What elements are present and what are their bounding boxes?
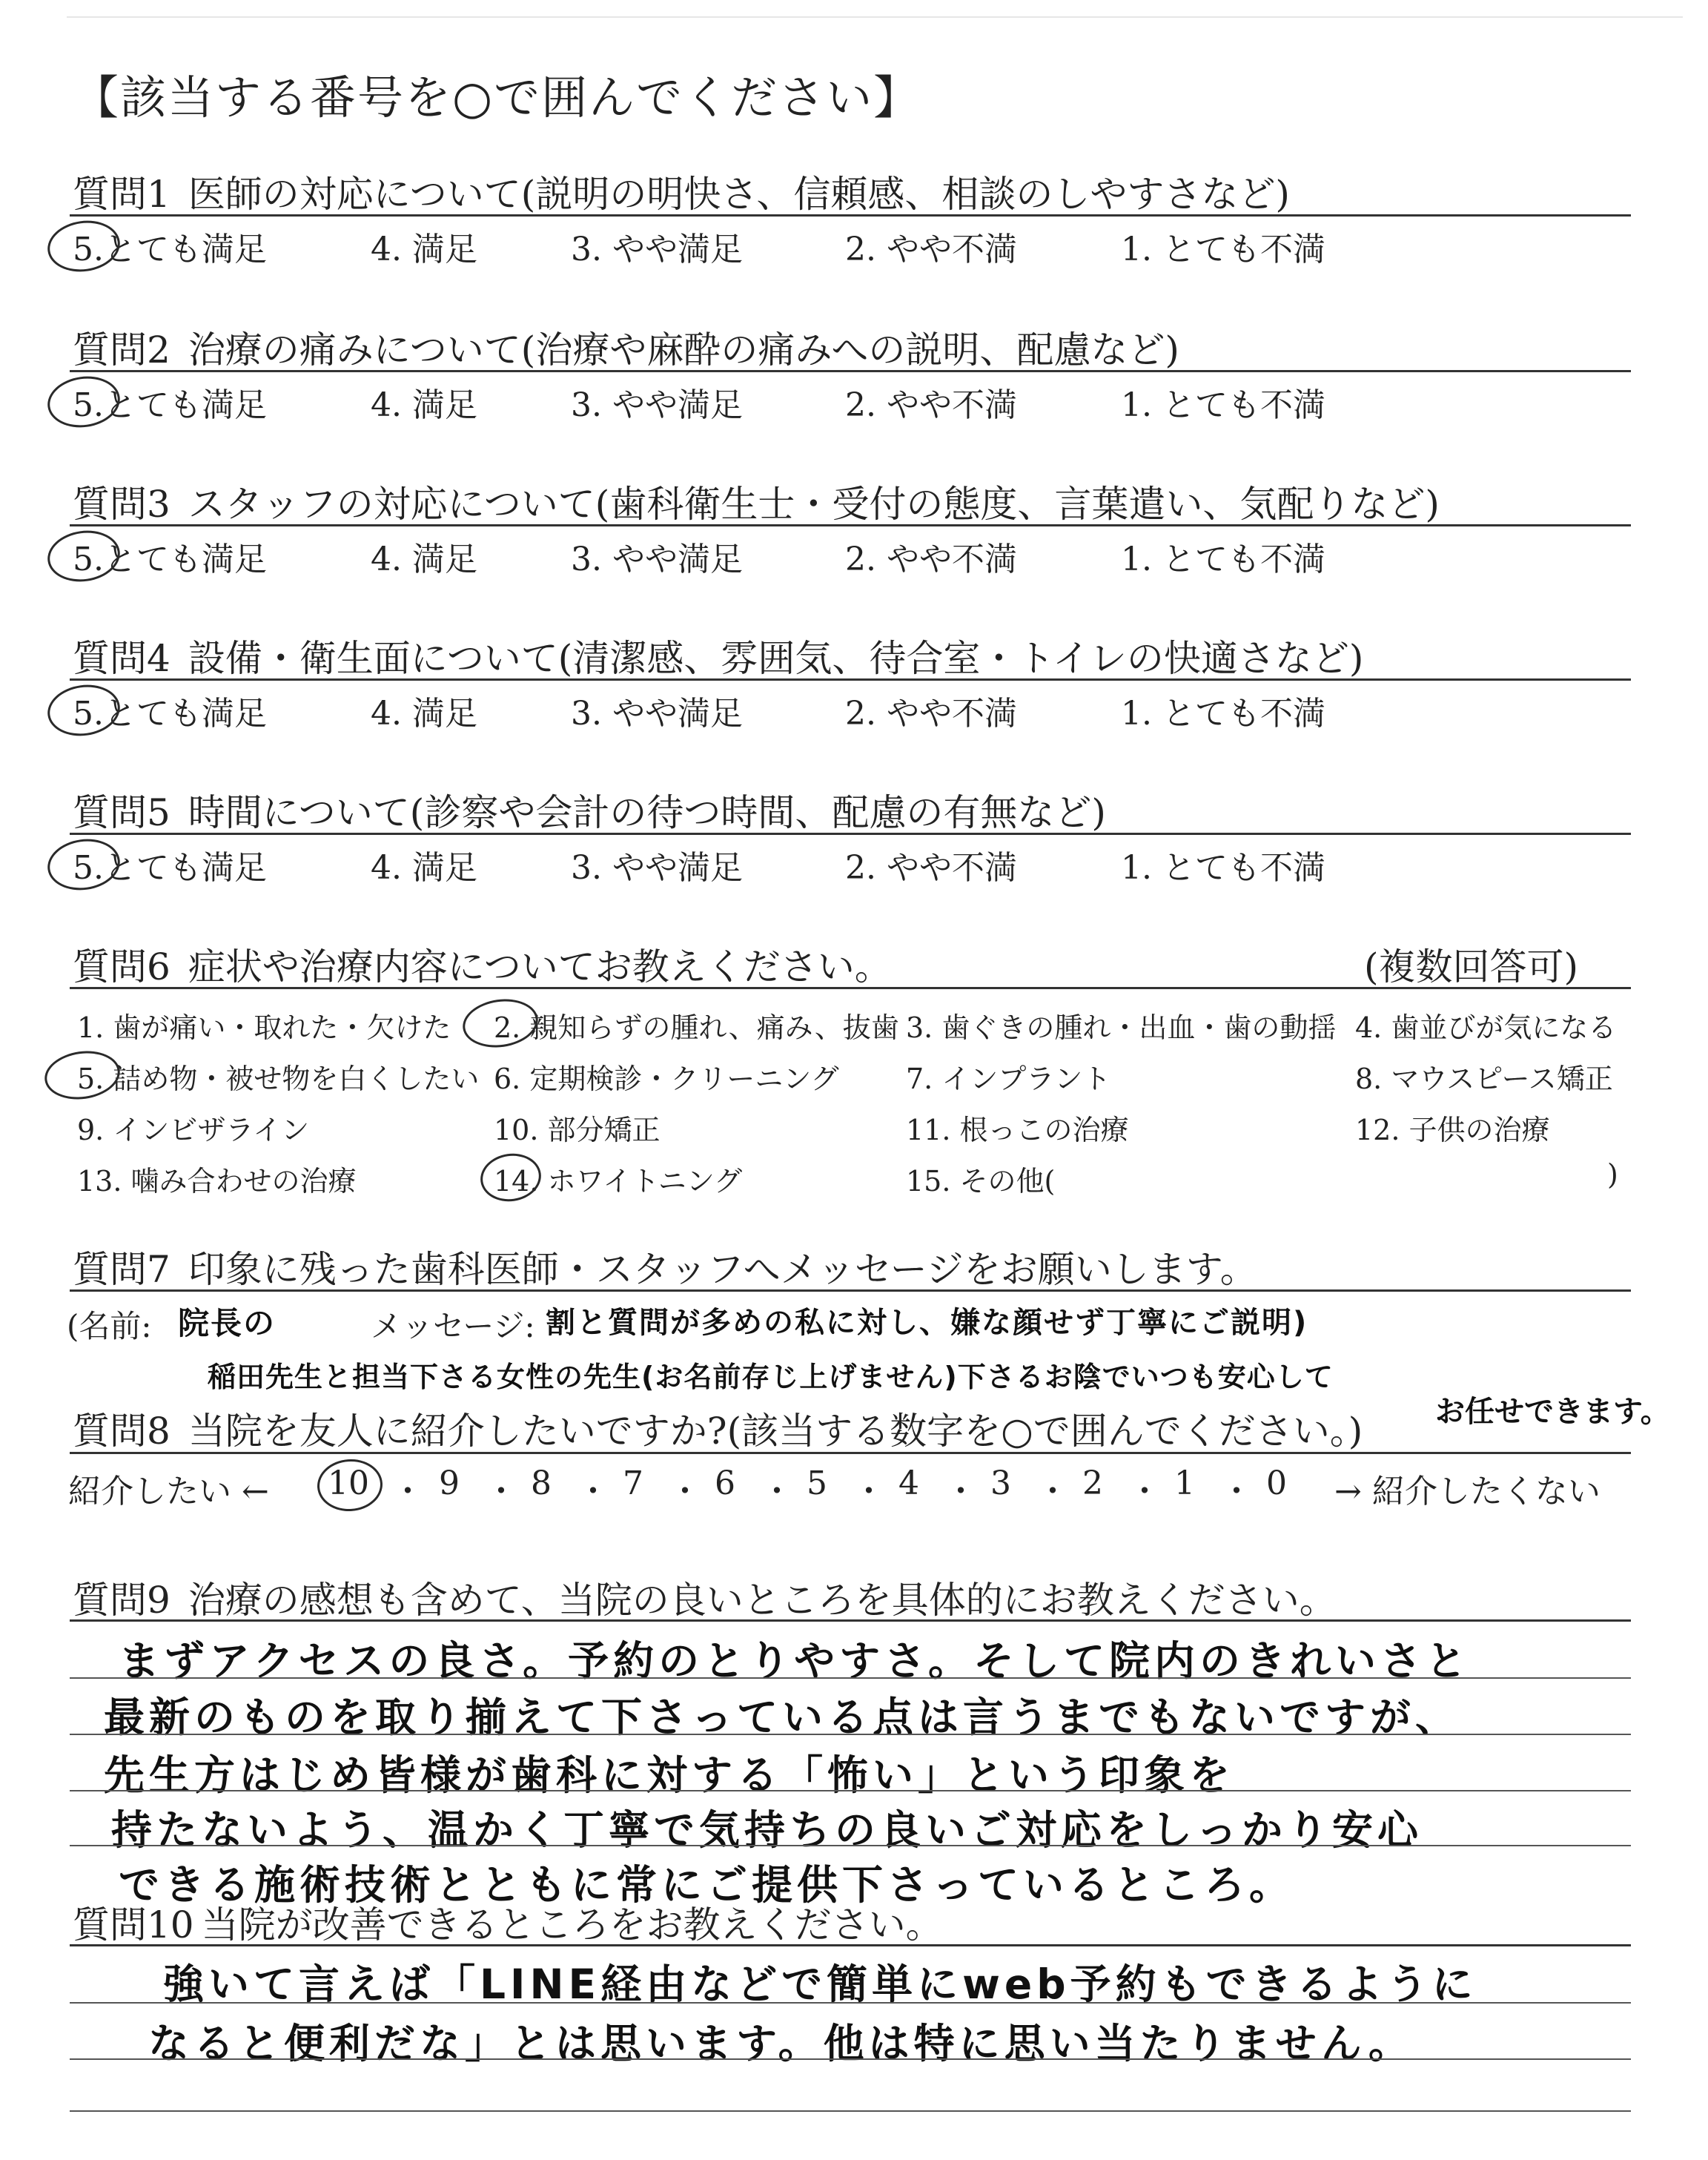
q9-answer-line-2[interactable]: 最新のものを取り揃えて下さっている点は言うまでもないですが、: [104, 1694, 1461, 1741]
question-9-heading: [73, 1571, 1337, 1624]
q8-answer-circle: [316, 1457, 385, 1513]
q4-option-1[interactable]: 1. とても不満: [1121, 695, 1325, 733]
q8-scale-dot: ・: [944, 1473, 977, 1510]
q8-scale-dot: ・: [1036, 1473, 1069, 1510]
question-3-heading: [73, 475, 1440, 528]
q5-option-3[interactable]: 3. やや満足: [571, 849, 743, 887]
question-8-text: 当院を友人に紹介したいですか?(該当する数字を○で囲んでください。): [188, 1410, 1363, 1453]
question-9-number: 質問9: [73, 1579, 171, 1622]
question-7-heading: [73, 1240, 1257, 1293]
q9-answer-rule: [70, 1790, 1631, 1791]
q8-scale-2[interactable]: 2: [1082, 1464, 1103, 1502]
q2-option-3[interactable]: 3. やや満足: [571, 386, 743, 424]
question-1-text: 医師の対応について(説明の明快さ、信頼感、相談のしやすさなど): [188, 173, 1290, 216]
q10-answer-line-1[interactable]: 強いて言えば「LINE経由などで簡単にweb予約もできるように: [163, 1961, 1477, 2008]
q2-option-2[interactable]: 2. やや不満: [845, 386, 1017, 424]
question-3-number: 質問3: [73, 483, 171, 526]
q5-option-1[interactable]: 1. とても不満: [1121, 849, 1325, 887]
question-8-heading: [73, 1401, 1363, 1455]
q8-scale-dot: ・: [485, 1473, 517, 1510]
q9-answer-rule: [70, 1845, 1631, 1846]
question-7-number: 質問7: [73, 1248, 171, 1291]
question-5-rule: [70, 833, 1631, 835]
q6-option-7[interactable]: 7. インプラント: [906, 1063, 1111, 1095]
question-3-text: スタッフの対応について(歯科衛生士・受付の態度、言葉遣い、気配りなど): [188, 483, 1440, 526]
q3-option-4[interactable]: 4. 満足: [371, 541, 477, 578]
q5-option-5[interactable]: 5.とても満足: [73, 849, 267, 887]
q3-option-5[interactable]: 5.とても満足: [73, 541, 267, 578]
q8-scale-7[interactable]: 7: [623, 1464, 643, 1502]
q7-message-line-1[interactable]: 割と質問が多めの私に対し、嫌な顔せず丁寧にご説明): [546, 1306, 1308, 1340]
q8-scale-dot: ・: [761, 1473, 793, 1510]
q4-option-3[interactable]: 3. やや満足: [571, 695, 743, 733]
question-2-text: 治療の痛みについて(治療や麻酔の痛みへの説明、配慮など): [188, 328, 1179, 371]
question-4-text: 設備・衛生面について(清潔感、雰囲気、待合室・トイレの快適さなど): [188, 637, 1364, 680]
q8-scale-dot: ・: [853, 1473, 885, 1510]
q1-option-1[interactable]: 1. とても不満: [1121, 231, 1325, 268]
q6-option-13[interactable]: 13. 噛み合わせの治療: [77, 1165, 357, 1198]
question-2-number: 質問2: [73, 328, 171, 371]
question-10-rule: [70, 1944, 1631, 1946]
q7-message-line-3[interactable]: お任せできます。: [1435, 1395, 1670, 1429]
q6-option-3[interactable]: 3. 歯ぐきの腫れ・出血・歯の動揺: [906, 1011, 1337, 1044]
q6-option-12[interactable]: 12. 子供の治療: [1355, 1114, 1550, 1146]
question-7-text: 印象に残った歯科医師・スタッフへメッセージをお願いします。: [188, 1248, 1257, 1291]
q9-answer-line-5[interactable]: できる施術技術とともに常にご提供下さっているところ。: [119, 1861, 1295, 1909]
q6-option-6[interactable]: 6. 定期検診・クリーニング: [494, 1063, 839, 1095]
q1-option-5[interactable]: 5.とても満足: [73, 231, 267, 268]
q3-option-3[interactable]: 3. やや満足: [571, 541, 743, 578]
q8-scale-3[interactable]: 3: [990, 1464, 1011, 1502]
question-3-rule: [70, 524, 1631, 526]
question-4-rule: [70, 678, 1631, 681]
q7-message-line-2[interactable]: 稲田先生と担当下さる女性の先生(お名前存じ上げません)下さるお陰でいつも安心して: [208, 1361, 1334, 1393]
scan-edge: [67, 16, 1683, 18]
question-10-text: 当院が改善できるところをお教えください。: [201, 1903, 943, 1946]
q8-scale-dot: ・: [669, 1473, 701, 1510]
q6-option-10[interactable]: 10. 部分矯正: [494, 1114, 661, 1146]
q4-option-2[interactable]: 2. やや不満: [845, 695, 1017, 733]
question-4-heading: [73, 629, 1363, 682]
question-10-heading: [73, 1895, 943, 1949]
q6-option-2[interactable]: 2. 親知らずの腫れ、痛み、抜歯: [494, 1011, 899, 1044]
q6-option-15[interactable]: 15. その他(: [906, 1165, 1056, 1198]
question-4-number: 質問4: [73, 637, 171, 680]
question-9-rule: [70, 1619, 1631, 1622]
q8-scale-6[interactable]: 6: [715, 1464, 735, 1502]
q6-option-14[interactable]: 14. ホワイトニング: [494, 1165, 743, 1198]
q1-option-2[interactable]: 2. やや不満: [845, 231, 1017, 268]
q5-option-4[interactable]: 4. 満足: [371, 849, 477, 887]
q8-scale-10[interactable]: 10: [328, 1464, 369, 1502]
q5-option-2[interactable]: 2. やや不満: [845, 849, 1017, 887]
question-1-number: 質問1: [73, 173, 171, 216]
q10-answer-rule: [70, 2110, 1631, 2112]
question-5-heading: [73, 783, 1106, 836]
q6-option-1[interactable]: 1. 歯が痛い・取れた・欠けた: [77, 1011, 451, 1044]
q2-option-5[interactable]: 5.とても満足: [73, 386, 267, 424]
q3-option-2[interactable]: 2. やや不満: [845, 541, 1017, 578]
q7-name-label: (名前:: [67, 1308, 152, 1344]
question-6-rule: [70, 987, 1631, 989]
q8-right-label: → 紹介したくない: [1334, 1473, 1601, 1510]
q6-option-5[interactable]: 5. 詰め物・被せ物を白くしたい: [77, 1063, 480, 1095]
question-9-text: 治療の感想も含めて、当院の良いところを具体的にお教えください。: [188, 1579, 1337, 1622]
q8-scale-dot: ・: [577, 1473, 609, 1510]
q7-name-value[interactable]: 院長の: [178, 1305, 277, 1341]
q10-answer-rule: [70, 2002, 1631, 2004]
q8-scale-dot: ・: [1128, 1473, 1161, 1510]
q4-option-5[interactable]: 5.とても満足: [73, 695, 267, 733]
question-1-rule: [70, 214, 1631, 217]
q3-option-1[interactable]: 1. とても不満: [1121, 541, 1325, 578]
question-5-text: 時間について(診察や会計の待つ時間、配慮の有無など): [188, 791, 1106, 834]
question-2-heading: [73, 320, 1179, 374]
q2-option-1[interactable]: 1. とても不満: [1121, 386, 1325, 424]
question-1-heading: [73, 165, 1290, 218]
q8-scale-1[interactable]: 1: [1174, 1464, 1195, 1502]
question-10-number: 質問10: [73, 1903, 194, 1946]
question-6-heading: [73, 937, 892, 991]
question-5-number: 質問5: [73, 791, 171, 834]
q4-option-4[interactable]: 4. 満足: [371, 695, 477, 733]
q8-scale-9[interactable]: 9: [439, 1464, 460, 1502]
question-6-text: 症状や治療内容についてお教えください。: [188, 945, 892, 988]
q10-answer-rule: [70, 2058, 1631, 2060]
q9-answer-rule: [70, 1677, 1631, 1679]
q8-scale-8[interactable]: 8: [531, 1464, 552, 1502]
q6-option-11[interactable]: 11. 根っこの治療: [906, 1114, 1129, 1146]
question-7-rule: [70, 1289, 1631, 1292]
q8-scale-dot: ・: [1220, 1473, 1253, 1510]
q9-answer-line-3[interactable]: 先生方はじめ皆様が歯科に対する「怖い」という印象を: [104, 1751, 1235, 1799]
q8-scale-5[interactable]: 5: [807, 1464, 827, 1502]
q1-option-3[interactable]: 3. やや満足: [571, 231, 743, 268]
page-title: 【該当する番号を○で囲んでください】: [73, 70, 921, 125]
q1-option-4[interactable]: 4. 満足: [371, 231, 477, 268]
q8-scale-dot: ・: [391, 1473, 424, 1510]
q9-answer-rule: [70, 1734, 1631, 1735]
question-8-rule: [70, 1452, 1631, 1454]
question-6-note: (複数回答可): [1364, 945, 1579, 988]
q6-option-4[interactable]: 4. 歯並びが気になる: [1355, 1011, 1617, 1044]
q6-option-9[interactable]: 9. インビザライン: [77, 1114, 310, 1146]
question-8-number: 質問8: [73, 1410, 171, 1453]
q6-option-8[interactable]: 8. マウスピース矯正: [1355, 1063, 1613, 1095]
q10-answer-line-2[interactable]: なると便利だな」とは思います。他は特に思い当たりません。: [148, 2020, 1414, 2067]
q7-message-label: メッセージ:: [371, 1308, 535, 1344]
question-2-rule: [70, 370, 1631, 372]
q6-option-15-close: ): [1607, 1158, 1618, 1191]
question-6-number: 質問6: [73, 945, 171, 988]
q8-scale-4[interactable]: 4: [898, 1464, 919, 1502]
q8-scale-0[interactable]: 0: [1266, 1464, 1287, 1502]
q2-option-4[interactable]: 4. 満足: [371, 386, 477, 424]
q9-answer-line-4[interactable]: 持たないよう、温かく丁寧で気持ちの良いご対応をしっかり安心: [111, 1806, 1423, 1854]
q8-left-label: 紹介したい ←: [68, 1473, 269, 1510]
q9-answer-line-1[interactable]: まずアクセスの良さ。予約のとりやすさ。そして院内のきれいさと: [119, 1637, 1471, 1685]
